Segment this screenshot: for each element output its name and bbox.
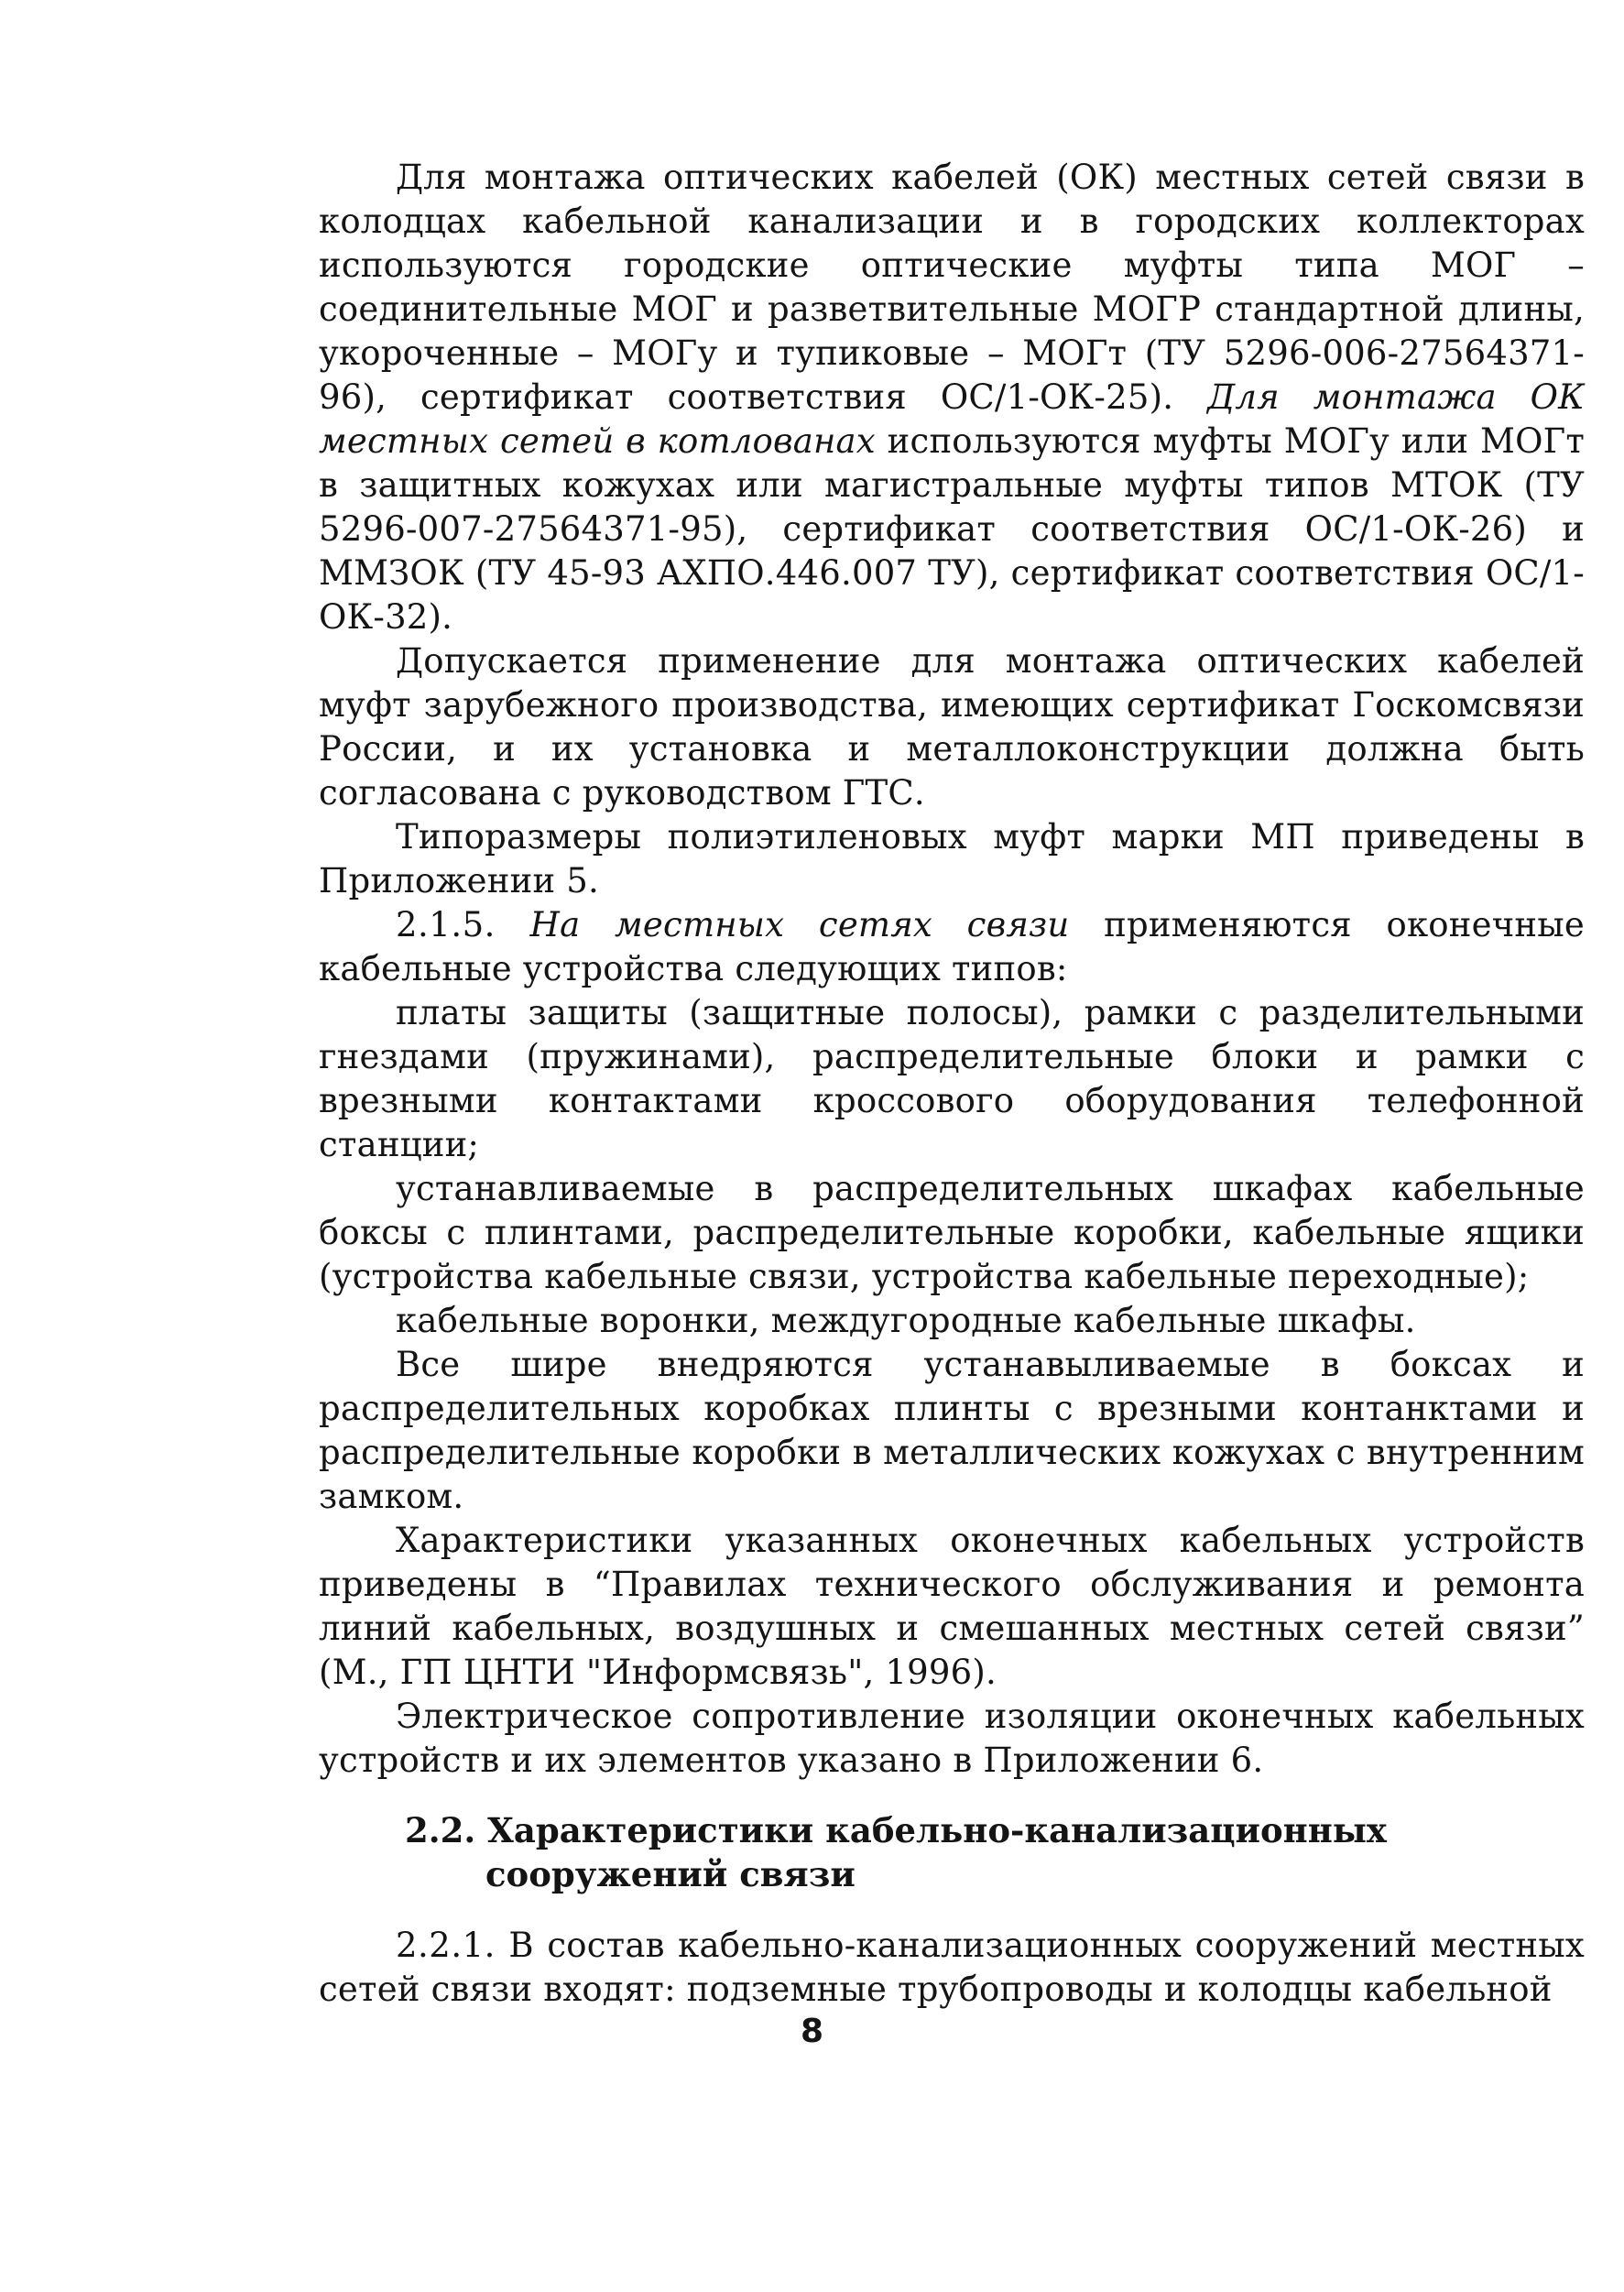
paragraph-plints: Все шире внедряются устанавыливаемые в боксах и распределительных коробках плинты с врезными контанктами и распределительные коробки в металлических кожухах с внутренним замком. (319, 1345, 1585, 1516)
paragraph-characteristics: Характеристики указанных оконечных кабельных устройств приведены в “Правилах технического обслуживания и ремонта линий кабельных, воздушных и смешанных местных сетей связи” (М., ГП ЦНТИ "Информсвязь", 1996). (319, 1521, 1585, 1692)
paragraph-muff-types (319, 156, 1585, 639)
item-2-1-5-text: применяются оконечные кабельные устройства следующих типов: (319, 905, 1585, 988)
paragraph-muff-types-text: Для монтажа оптических кабелей (ОК) местных сетей связи в колодцах кабельной канализации и в городских коллекторах используются городские оптические муфты типа МОГ – соединительные МОГ и разветвительные МОГР стандартной длины, укороченные – МОГу и тупиковые – МОГт (ТУ 5296-006-27564371-96), сертификат соответствия ОС/1-ОК-25). (319, 158, 1585, 417)
device-list-item: устанавливаемые в распределительных шкафах кабельные боксы с плинтами, распределительные коробки, кабельные ящики (устройства кабельные связи, устройства кабельные переходные); (319, 1169, 1585, 1296)
paragraph-mp-sizes: Типоразмеры полиэтиленовых муфт марки МП приведены в Приложении 5. (319, 817, 1585, 900)
device-list-item: кабельные воронки, междугородные кабельные шкафы. (396, 1301, 1416, 1340)
section-heading-2-2 (319, 1808, 1585, 1896)
section-heading-line2: сооружений связи (485, 1854, 856, 1894)
item-2-2-1-text: В состав кабельно-канализационных сооружений местных сетей связи входят: подземные трубопроводы и колодцы кабельной (319, 1926, 1585, 2009)
paragraph-pit-italic: Для монтажа ОК местных сетей в котлованах (319, 377, 1585, 461)
page-number: 8 (800, 2013, 824, 2050)
device-list-item: платы защиты (защитные полосы), рамки с разделительными гнездами (пружинами), распределительные блоки и рамки с врезными контактами кроссового оборудования телефонной станции; (319, 993, 1585, 1164)
paragraph-pit-text: используются муфты МОГу или МОГт в защитных кожухах или магистральные муфты типов МТОК (ТУ 5296-007-27564371-95), сертификат соответствия ОС/1-ОК-26) и ММЗОК (ТУ 45-93 АХПО.446.007 ТУ), сертификат соответствия ОС/1-ОК-32). (319, 421, 1586, 637)
item-2-1-5-number: 2.1.5. (396, 905, 496, 944)
item-2-2-1-number: 2.2.1. (396, 1926, 496, 1965)
section-heading-number: 2.2. (405, 1810, 476, 1850)
paragraph-foreign-muffs: Допускается применение для монтажа оптических кабелей муфт зарубежного производства, имеющих сертификат Госкомсвязи России, и их установка и металлоконструкции должна быть согласована с руководством ГТС. (319, 641, 1585, 813)
item-2-1-5 (319, 903, 1585, 991)
paragraph-insulation: Электрическое сопротивление изоляции оконечных кабельных устройств и их элементов указано в Приложении 6. (319, 1697, 1585, 1780)
item-2-2-1 (319, 1924, 1585, 2012)
item-2-1-5-italic: На местных сетях связи (529, 905, 1070, 944)
document-page (319, 156, 1585, 2012)
section-heading-line1: Характеристики кабельно-канализационных (487, 1810, 1387, 1850)
